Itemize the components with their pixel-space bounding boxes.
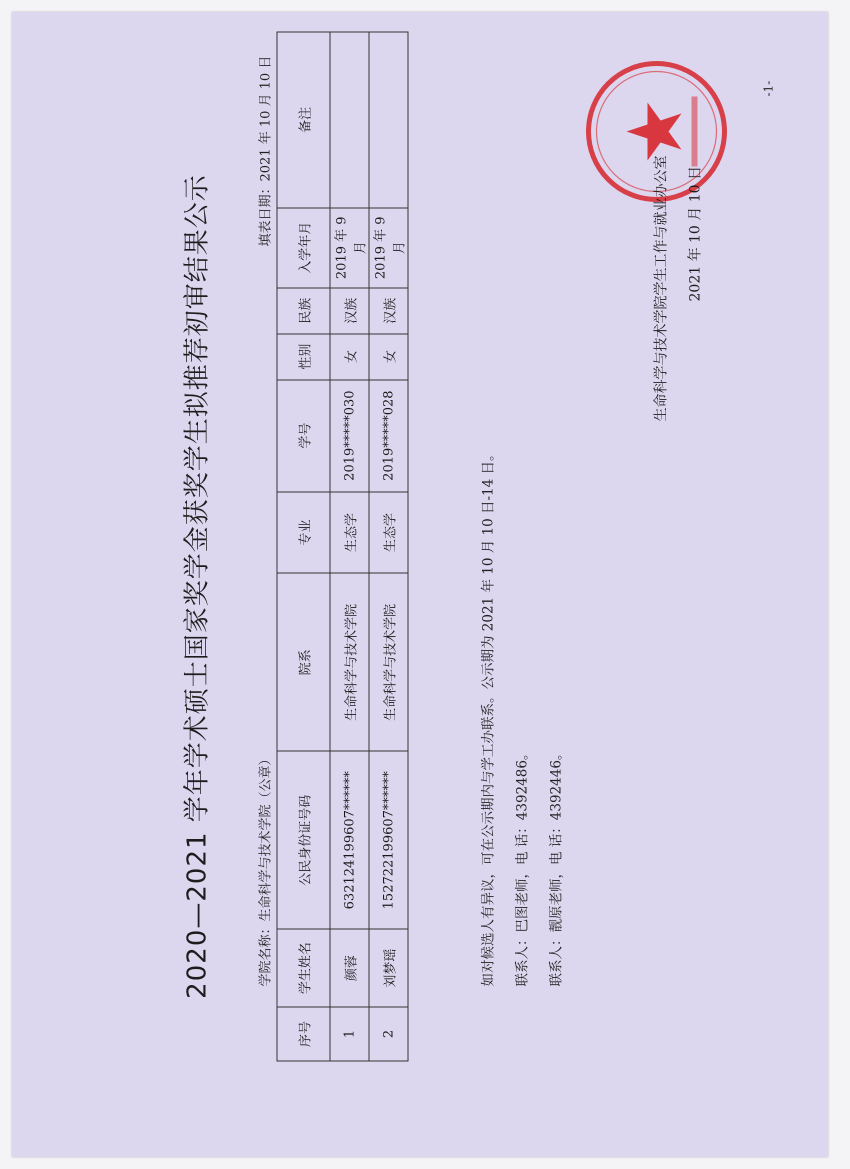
table-cell: 女 xyxy=(369,334,408,380)
page-number: -1- xyxy=(761,80,776,97)
table-cell: 2019 年 9 月 xyxy=(330,208,369,288)
table-cell: 632124199607****** xyxy=(330,751,369,929)
table-cell: 颜蓉 xyxy=(330,929,369,1007)
table-cell: 生态学 xyxy=(330,492,369,574)
notice-text xyxy=(472,448,574,987)
table-cell: 女 xyxy=(330,334,369,380)
table-cell: 2019 年 9 月 xyxy=(369,208,408,288)
table-row xyxy=(369,32,408,1061)
document-page xyxy=(12,12,828,1157)
table-cell: 刘梦瑶 xyxy=(369,929,408,1007)
table-row xyxy=(330,32,369,1061)
fill-date: 填表日期：2021 年 10 月 10 日 xyxy=(258,55,274,247)
table-cell: 汉族 xyxy=(330,288,369,334)
header-cell: 序号 xyxy=(277,1007,330,1061)
contact-line: 联系人：巴图老师，电 话：4392486。 xyxy=(514,746,531,987)
header-cell: 专业 xyxy=(277,492,330,574)
table-cell: 152722199607****** xyxy=(369,751,408,929)
contact-line: 联系人：靓原老师，电 话：4392446。 xyxy=(548,746,565,987)
table-cell: 汉族 xyxy=(369,288,408,334)
header-cell: 院系 xyxy=(277,574,330,752)
table-cell: 生态学 xyxy=(369,492,408,574)
header-cell: 备注 xyxy=(277,32,330,208)
table-cell: 生命科学与技术学院 xyxy=(369,574,408,752)
table-cell: 1 xyxy=(330,1007,369,1061)
results-table xyxy=(277,32,409,1062)
header-cell: 学号 xyxy=(277,380,330,492)
header-cell: 民族 xyxy=(277,288,330,334)
signing-date: 2021 年 10 月 10 日 xyxy=(687,165,704,302)
signature-block xyxy=(645,156,713,422)
table-cell: 生命科学与技术学院 xyxy=(330,574,369,752)
signing-office: 生命科学与技术学院学生工作与就业办公室 xyxy=(653,155,670,422)
header-cell: 公民身份证号码 xyxy=(277,751,330,929)
table-header-row xyxy=(277,32,330,1061)
header-cell: 入学年月 xyxy=(277,208,330,288)
table-cell: 2019*****028 xyxy=(369,380,408,492)
table-cell xyxy=(369,32,408,208)
header-cell: 性别 xyxy=(277,334,330,380)
header-cell: 学生姓名 xyxy=(277,929,330,1007)
notice-objection-line: 如对候选人有异议，可在公示期内与学工办联系。公示期为 2021 年 10 月 10 日-14 日。 xyxy=(480,447,497,987)
document-title: 2020—2021 学年学术硕士国家奖学金获奖学生拟推荐初审结果公示 xyxy=(182,174,213,999)
table-cell: 2019*****030 xyxy=(330,380,369,492)
college-label: 学院名称：生命科学与技术学院（公章） xyxy=(258,752,274,987)
rotated-content xyxy=(17,0,833,1137)
table-cell xyxy=(330,32,369,208)
table-cell: 2 xyxy=(369,1007,408,1061)
